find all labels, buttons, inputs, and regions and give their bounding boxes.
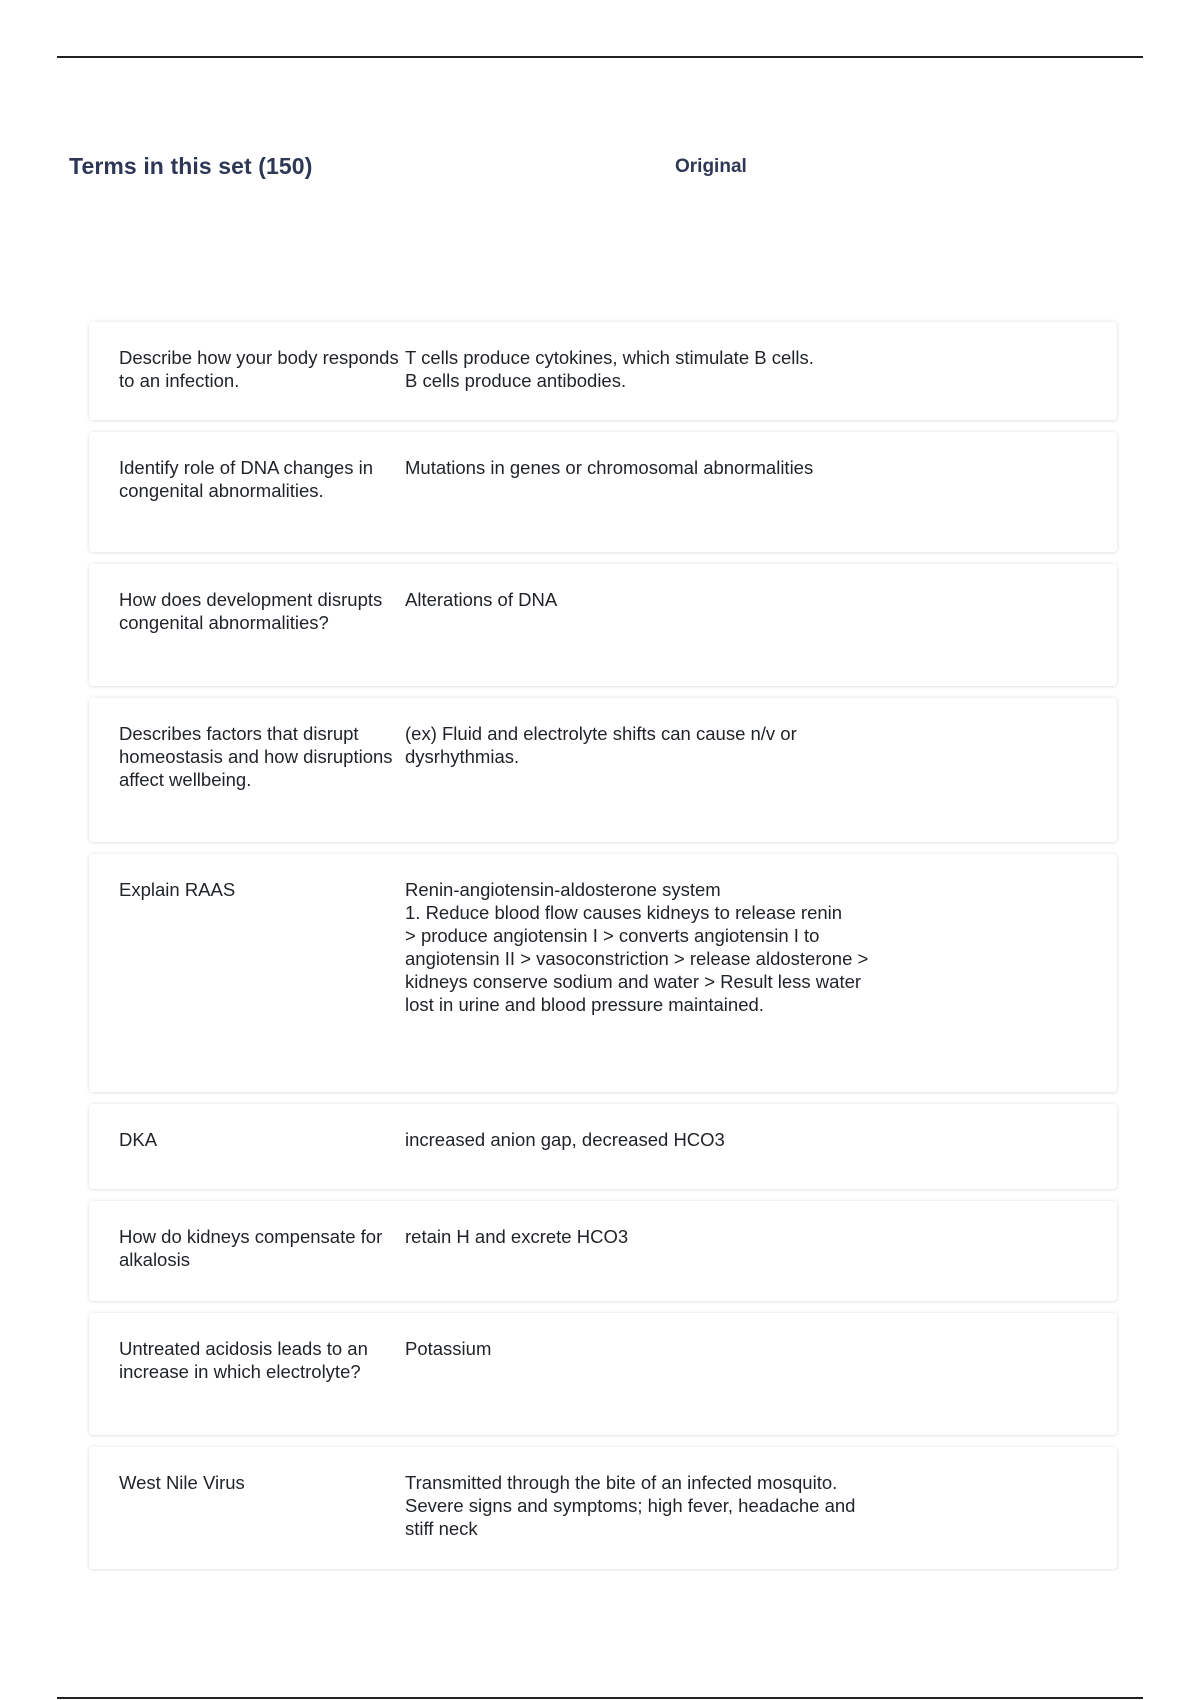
term-card	[89, 698, 1117, 842]
term-card	[89, 564, 1117, 686]
term-text: Describes factors that disrupt homeostasis and how disruptions affect wellbeing.	[119, 723, 393, 790]
term-text: How does development disrupts congenital abnormalities?	[119, 589, 383, 633]
top-divider	[57, 56, 1143, 58]
definition-text: Mutations in genes or chromosomal abnormalities	[405, 457, 814, 478]
term-card	[89, 1313, 1117, 1435]
definition-text: (ex) Fluid and electrolyte shifts can cause n/v or dysrhythmias.	[405, 723, 797, 767]
definition-text: Transmitted through the bite of an infected mosquito. Severe signs and symptoms; high fever, headache and stiff neck	[405, 1472, 856, 1539]
term-card	[89, 432, 1117, 552]
definition-text: Alterations of DNA	[405, 589, 558, 610]
definition-text: Potassium	[405, 1338, 492, 1359]
term-card	[89, 1201, 1117, 1301]
set-header	[69, 150, 1143, 190]
definition-text: increased anion gap, decreased HCO3	[405, 1129, 725, 1150]
term-text: Explain RAAS	[119, 879, 236, 900]
bottom-divider	[57, 1697, 1143, 1699]
term-text: How do kidneys compensate for alkalosis	[119, 1226, 383, 1270]
page-title: Terms in this set (150)	[69, 153, 313, 179]
term-text: Describe how your body responds to an infection.	[119, 347, 399, 391]
term-list	[89, 322, 1117, 1581]
definition-text: T cells produce cytokines, which stimulate B cells. B cells produce antibodies.	[405, 347, 814, 391]
term-text: West Nile Virus	[119, 1472, 245, 1493]
term-text: Identify role of DNA changes in congenital abnormalities.	[119, 457, 374, 501]
term-card	[89, 854, 1117, 1092]
term-text: Untreated acidosis leads to an increase in which electrolyte?	[119, 1338, 368, 1382]
term-card	[89, 1104, 1117, 1189]
term-card	[89, 322, 1117, 420]
definition-text: retain H and excrete HCO3	[405, 1226, 629, 1247]
sort-order-label[interactable]: Original	[675, 156, 747, 177]
definition-text: Renin-angiotensin-aldosterone system 1. Reduce blood flow causes kidneys to release renin > produce angiotensin I > converts angiotensin I to angiotensin II > vasoconstriction > release aldosterone > kidneys conserve sodium and water > Result less water lost in urine and blood pressure maintained.	[405, 879, 869, 1015]
term-text: DKA	[119, 1129, 158, 1150]
term-card	[89, 1447, 1117, 1569]
